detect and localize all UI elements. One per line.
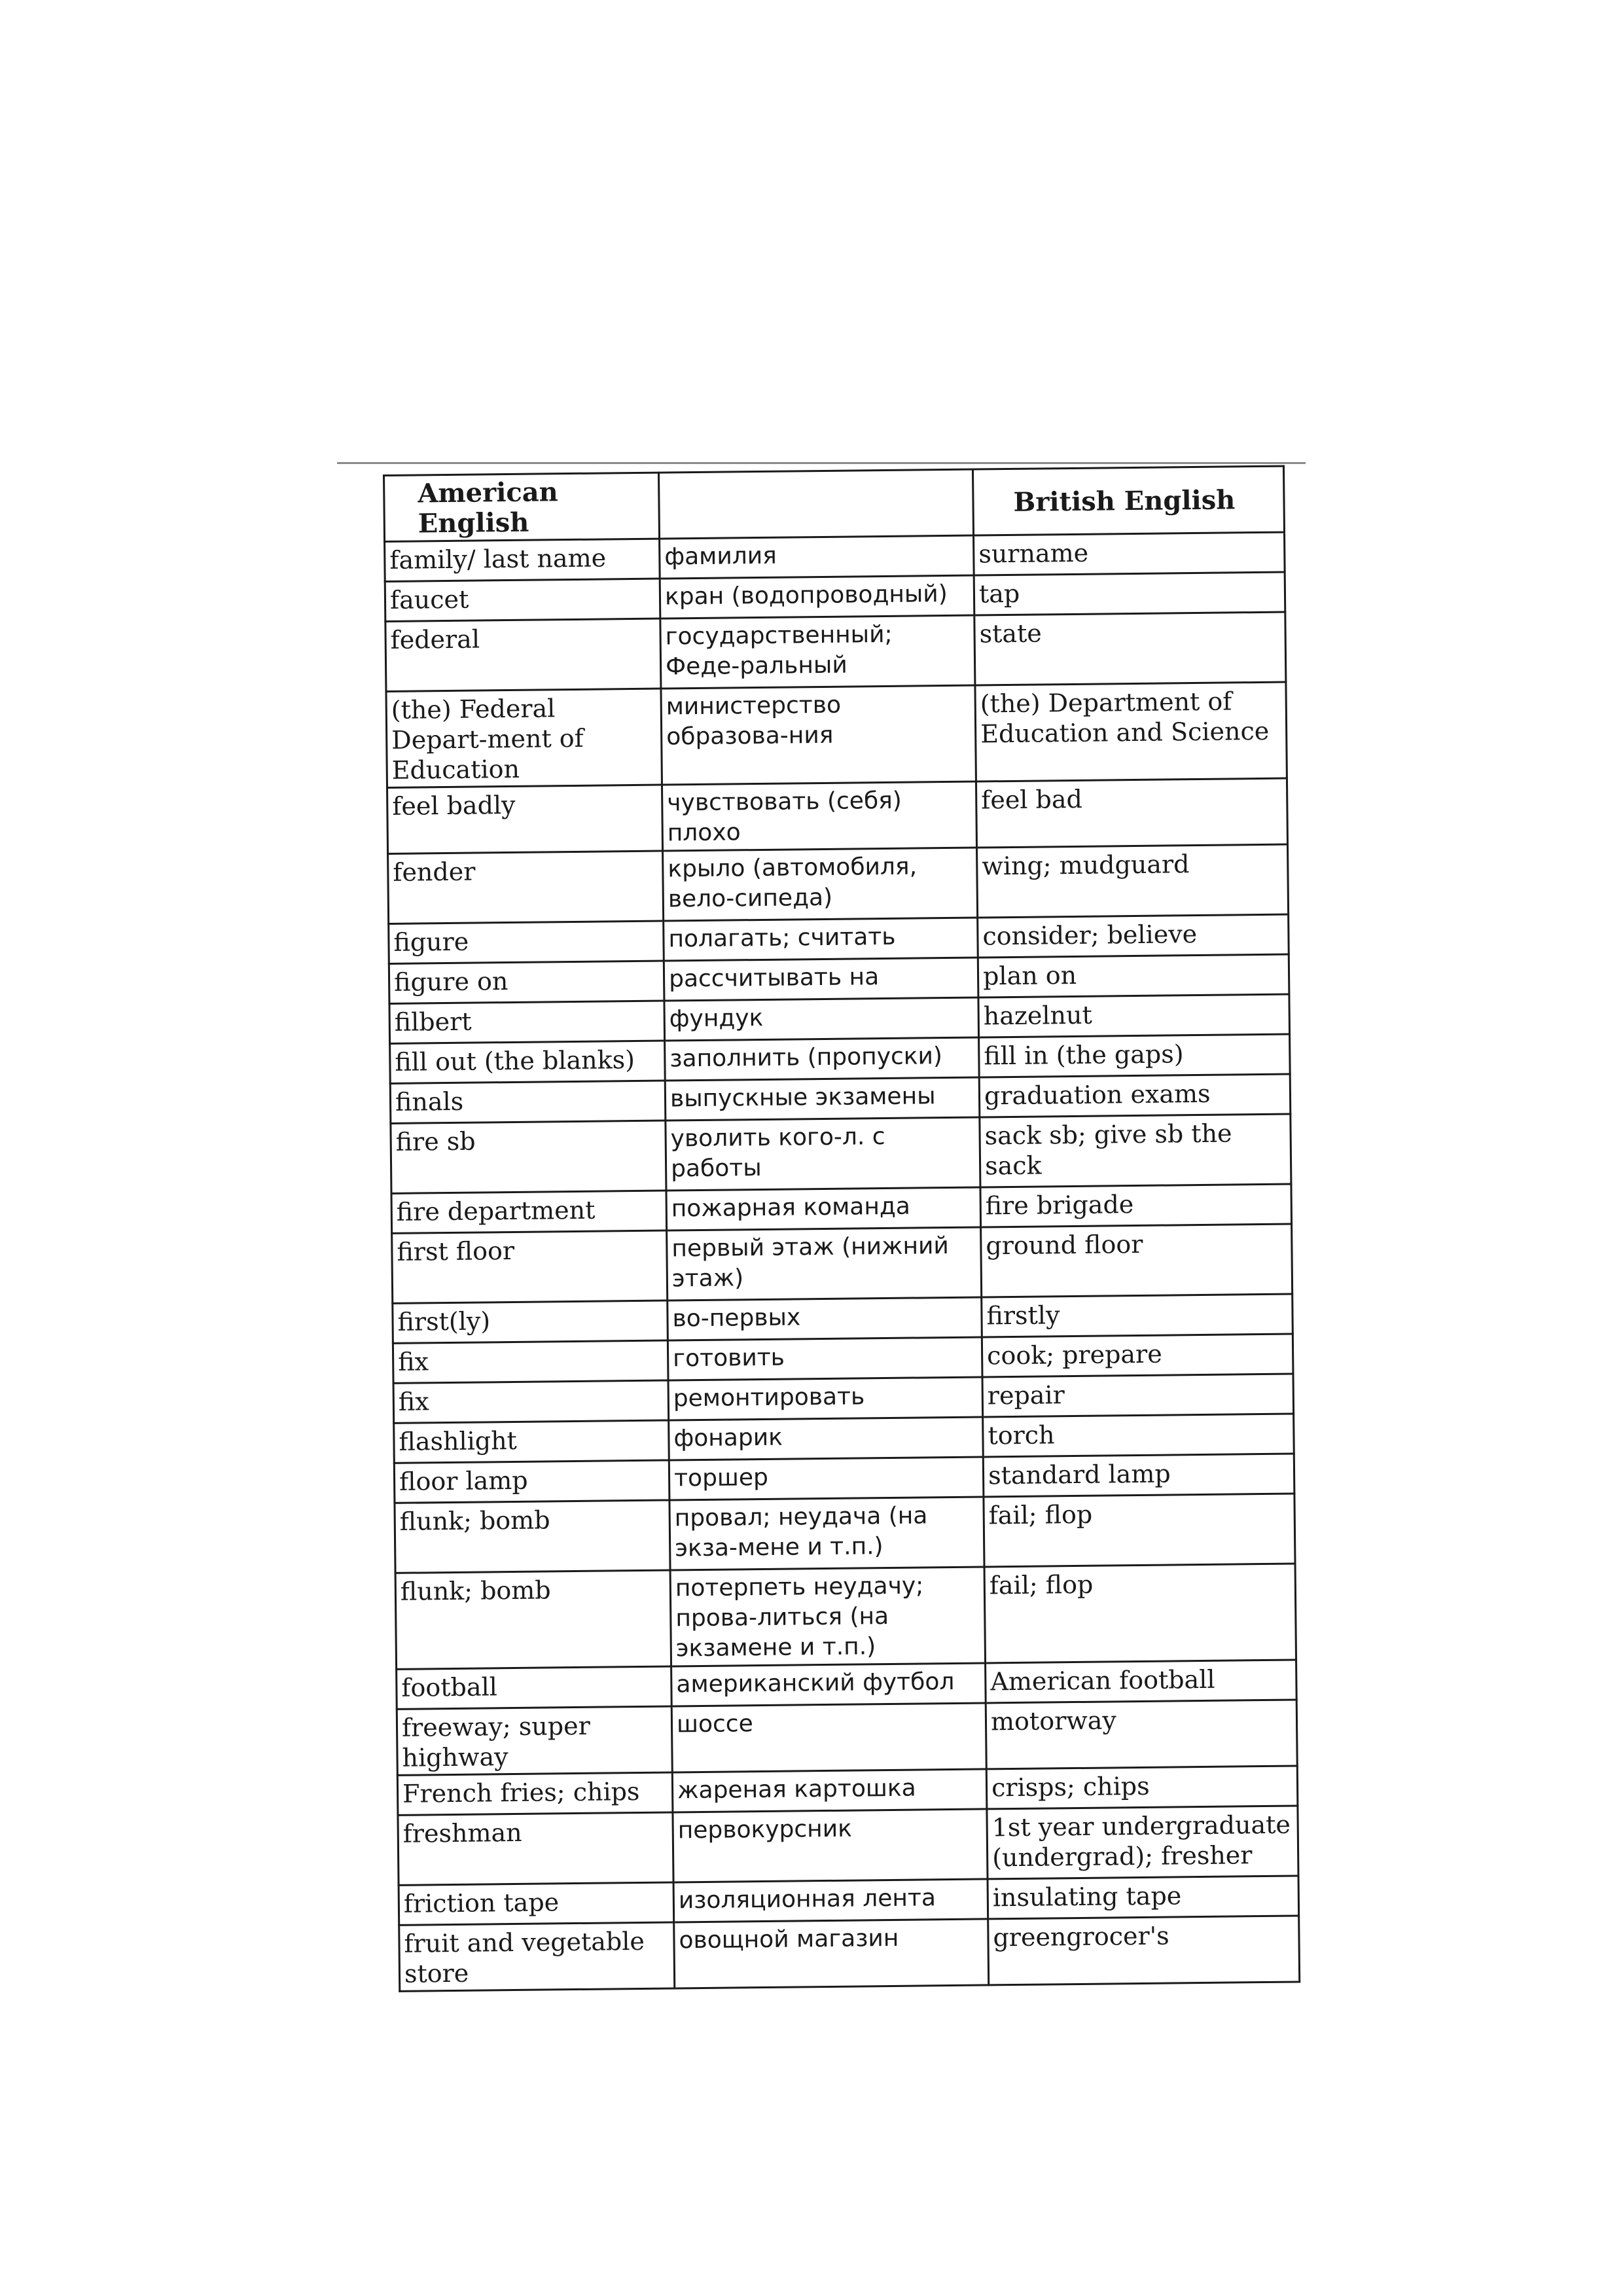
cell-russian: ремонтировать xyxy=(668,1377,983,1420)
cell-russian: во-первых xyxy=(668,1297,982,1340)
cell-american: first(ly) xyxy=(393,1300,668,1343)
cell-russian: выпускные экзамены xyxy=(665,1077,980,1121)
cell-british: cook; prepare xyxy=(982,1334,1293,1377)
cell-russian: фундук xyxy=(664,997,979,1041)
table-row xyxy=(395,1564,1296,1669)
cell-british: state xyxy=(974,612,1286,685)
cell-russian: крыло (автомобиля, вело-сипеда) xyxy=(663,848,978,921)
cell-british: greengrocer's xyxy=(988,1916,1300,1985)
cell-russian: рассчитывать на xyxy=(664,958,978,1001)
cell-american: fix xyxy=(393,1380,669,1423)
vocabulary-table xyxy=(383,465,1300,1992)
cell-russian: изоляционная лента xyxy=(673,1879,988,1922)
table-row xyxy=(391,1114,1291,1193)
cell-american: figure xyxy=(389,921,664,963)
cell-american: federal xyxy=(385,619,661,691)
cell-american: fix xyxy=(393,1340,668,1383)
cell-russian: первый этаж (нижний этаж) xyxy=(667,1227,982,1300)
cell-russian: шоссе xyxy=(671,1703,986,1772)
cell-american: finals xyxy=(390,1081,666,1123)
header-british-english: British English xyxy=(972,466,1284,535)
table-row xyxy=(397,1700,1297,1775)
cell-russian: уволить кого-л. с работы xyxy=(666,1117,980,1191)
cell-american: figure on xyxy=(389,961,664,1003)
cell-russian: полагать; считать xyxy=(664,918,978,961)
cell-british: standard lamp xyxy=(983,1454,1294,1497)
cell-russian: готовить xyxy=(668,1337,982,1380)
table-row xyxy=(385,612,1286,691)
cell-american: football xyxy=(397,1666,672,1709)
cell-british: surname xyxy=(974,532,1285,575)
cell-british: torch xyxy=(983,1414,1294,1457)
cell-russian: первокурсник xyxy=(673,1809,988,1882)
cell-american: flunk; bomb xyxy=(395,1570,671,1669)
cell-british: motorway xyxy=(986,1700,1297,1769)
cell-russian: потерпеть неудачу; прова-литься (на экзамене и т.п.) xyxy=(670,1567,986,1666)
header-russian xyxy=(658,469,973,539)
cell-russian: американский футбол xyxy=(671,1663,986,1706)
cell-british: plan on xyxy=(978,954,1289,997)
header-american-english: American English xyxy=(384,473,660,541)
cell-british: wing; mudguard xyxy=(977,844,1289,918)
cell-russian: фамилия xyxy=(660,535,974,579)
cell-american: fire sb xyxy=(391,1121,666,1193)
cell-american: flashlight xyxy=(394,1420,669,1463)
table-row xyxy=(392,1224,1293,1303)
cell-russian: торшер xyxy=(669,1457,984,1500)
cell-american: fender xyxy=(388,851,664,924)
cell-russian: министерство образова-ния xyxy=(661,685,976,785)
table-row xyxy=(398,1806,1298,1885)
cell-american: floor lamp xyxy=(394,1460,669,1503)
cell-american: flunk; bomb xyxy=(395,1500,670,1573)
cell-russian: фонарик xyxy=(669,1417,984,1460)
cell-american: fruit and vegetable store xyxy=(399,1922,675,1991)
cell-american: fill out (the blanks) xyxy=(390,1041,666,1083)
cell-british: tap xyxy=(974,572,1285,615)
table-row xyxy=(395,1494,1295,1573)
cell-british: American football xyxy=(986,1660,1297,1703)
table-row xyxy=(388,844,1289,924)
cell-russian: пожарная команда xyxy=(666,1187,981,1230)
cell-russian: кран (водопроводный) xyxy=(660,575,974,619)
cell-british: ground floor xyxy=(981,1224,1293,1297)
cell-american: French fries; chips xyxy=(397,1772,673,1815)
cell-british: insulating tape xyxy=(988,1876,1299,1919)
cell-british: crisps; chips xyxy=(986,1766,1298,1809)
table-row xyxy=(399,1916,1300,1991)
cell-american: family/ last name xyxy=(385,539,660,581)
cell-british: fail; flop xyxy=(984,1564,1296,1663)
cell-american: faucet xyxy=(385,579,660,621)
cell-british: fire brigade xyxy=(980,1184,1292,1227)
top-rule xyxy=(337,462,1306,464)
cell-american: freeway; super highway xyxy=(397,1706,672,1775)
cell-russian: овощной магазин xyxy=(674,1919,989,1988)
cell-american: freshman xyxy=(398,1812,673,1885)
cell-american: (the) Federal Depart-ment of Education xyxy=(386,689,662,787)
cell-british: 1st year undergraduate (undergrad); fresher xyxy=(987,1806,1298,1879)
cell-american: feel badly xyxy=(387,785,663,853)
cell-american: first floor xyxy=(392,1230,668,1303)
cell-russian: государственный; Феде-ральный xyxy=(660,615,975,689)
cell-american: friction tape xyxy=(399,1882,674,1925)
table-row xyxy=(386,682,1287,787)
cell-british: feel bad xyxy=(976,778,1287,848)
cell-british: consider; believe xyxy=(978,914,1289,958)
cell-russian: заполнить (пропуски) xyxy=(665,1037,980,1081)
table-header-row xyxy=(384,466,1285,541)
vocabulary-table-wrapper xyxy=(383,465,1298,1992)
cell-russian: провал; неудача (на экза-мене и т.п.) xyxy=(669,1497,984,1570)
cell-american: fire department xyxy=(391,1191,667,1233)
cell-british: graduation exams xyxy=(979,1074,1291,1117)
cell-british: sack sb; give sb the sack xyxy=(980,1114,1291,1187)
cell-british: fail; flop xyxy=(984,1494,1295,1567)
cell-russian: чувствовать (себя) плохо xyxy=(662,781,976,851)
cell-british: (the) Department of Education and Science xyxy=(975,682,1287,781)
cell-american: filbert xyxy=(389,1001,665,1043)
cell-russian: жареная картошка xyxy=(672,1769,987,1812)
cell-british: repair xyxy=(982,1374,1294,1417)
cell-british: firstly xyxy=(982,1294,1293,1337)
cell-british: hazelnut xyxy=(978,994,1290,1037)
cell-british: fill in (the gaps) xyxy=(979,1034,1291,1077)
table-row xyxy=(387,778,1288,853)
